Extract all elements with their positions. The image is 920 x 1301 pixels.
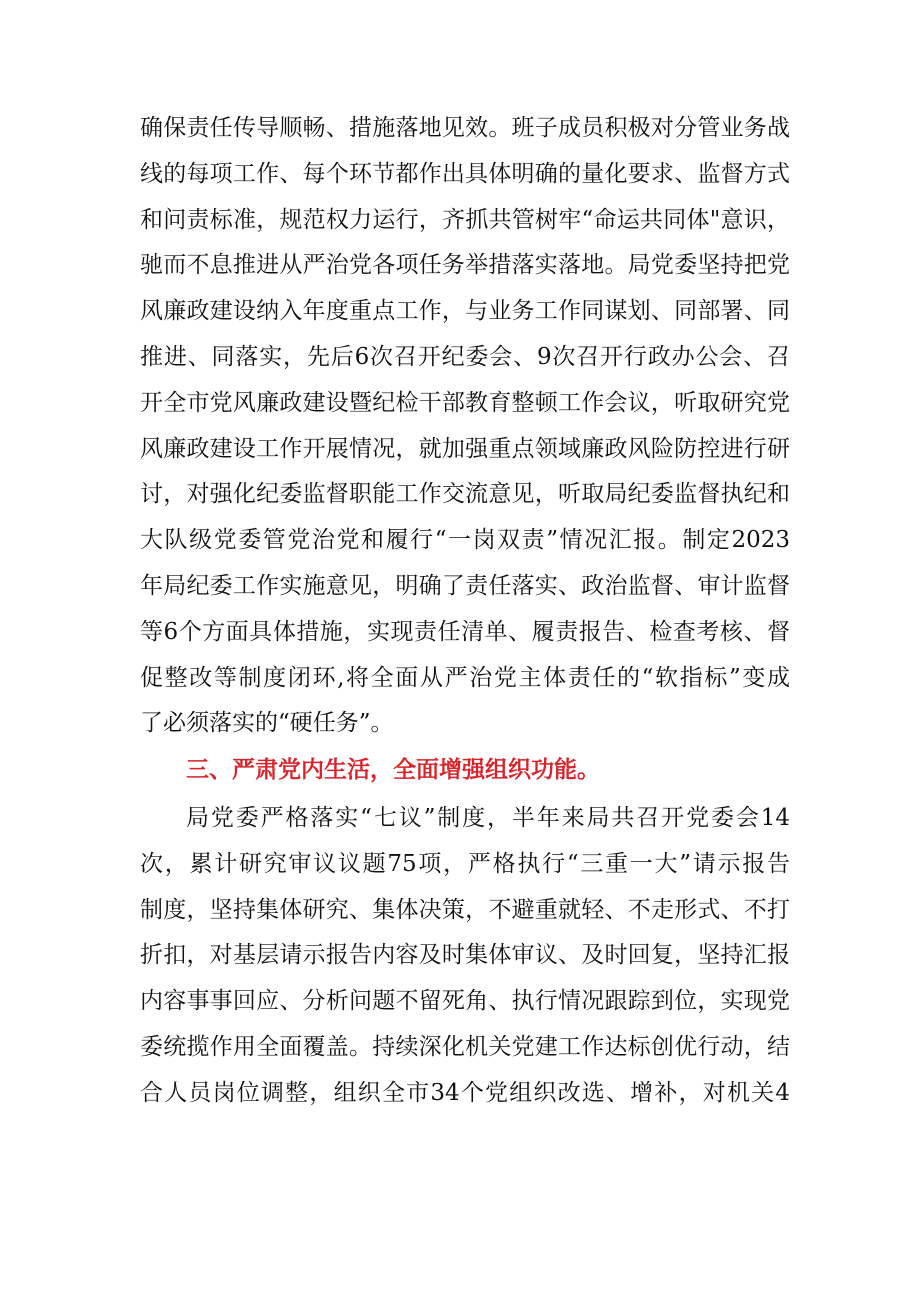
paragraph-line: 和问责标准，规范权力运行，齐抓共管树牢“命运共同体"意识， [140, 206, 790, 233]
paragraph-line: 等6个方面具体措施，实现责任清单、履责报告、检查考核、督 [140, 618, 790, 645]
paragraph-party-life [140, 796, 790, 1117]
paragraph-line: 局党委严格落实“七议”制度，半年来局共召开党委会14 [186, 805, 790, 831]
paragraph-line: 年局纪委工作实施意见，明确了责任落实、政治监督、审计监督 [140, 572, 790, 599]
paragraph-line: 合人员岗位调整，组织全市34个党组织改选、增补，对机关4 [140, 1079, 790, 1106]
section-heading: 三、严肃党内生活，全面增强组织功能。 [186, 757, 600, 783]
paragraph-line: 线的每项工作、每个环节都作出具体明确的量化要求、监督方式 [140, 160, 790, 187]
paragraph-line: 委统揽作用全面覆盖。持续深化机关党建工作达标创优行动，结 [140, 1033, 790, 1060]
paragraph-responsibility [140, 106, 790, 747]
paragraph-line: 风廉政建设纳入年度重点工作，与业务工作同谋划、同部署、同 [140, 298, 790, 325]
paragraph-line: 驰而不息推进从严治党各项任务举措落实落地。局党委坚持把党 [140, 252, 790, 279]
paragraph-line: 确保责任传导顺畅、措施落地见效。班子成员积极对分管业务战 [140, 115, 790, 141]
paragraph-line: 开全市党风廉政建设暨纪检干部教育整顿工作会议，听取研究党 [140, 389, 790, 416]
paragraph-line: 制度，坚持集体研究、集体决策，不避重就轻、不走形式、不打 [140, 896, 790, 923]
paragraph-line: 促整改等制度闭环,将全面从严治党主体责任的“软指标”变成 [140, 664, 790, 691]
paragraph-line: 大队级党委管党治党和履行“一岗双责”情况汇报。制定2023 [140, 527, 790, 554]
paragraph-line: 内容事事回应、分析问题不留死角、执行情况跟踪到位，实现党 [140, 988, 790, 1015]
paragraph-line: 讨，对强化纪委监督职能工作交流意见，听取局纪委监督执纪和 [140, 481, 790, 508]
section-heading-block [140, 748, 790, 794]
paragraph-line: 次，累计研究审议议题75项，严格执行“三重一大”请示报告 [140, 850, 790, 877]
paragraph-line: 了必须落实的“硬任务”。 [140, 710, 394, 737]
paragraph-line: 折扣，对基层请示报告内容及时集体审议、及时回复，坚持汇报 [140, 942, 790, 969]
paragraph-line: 风廉政建设工作开展情况，就加强重点领域廉政风险防控进行研 [140, 435, 790, 462]
paragraph-line: 推进、同落实，先后6次召开纪委会、9次召开行政办公会、召 [140, 343, 790, 370]
